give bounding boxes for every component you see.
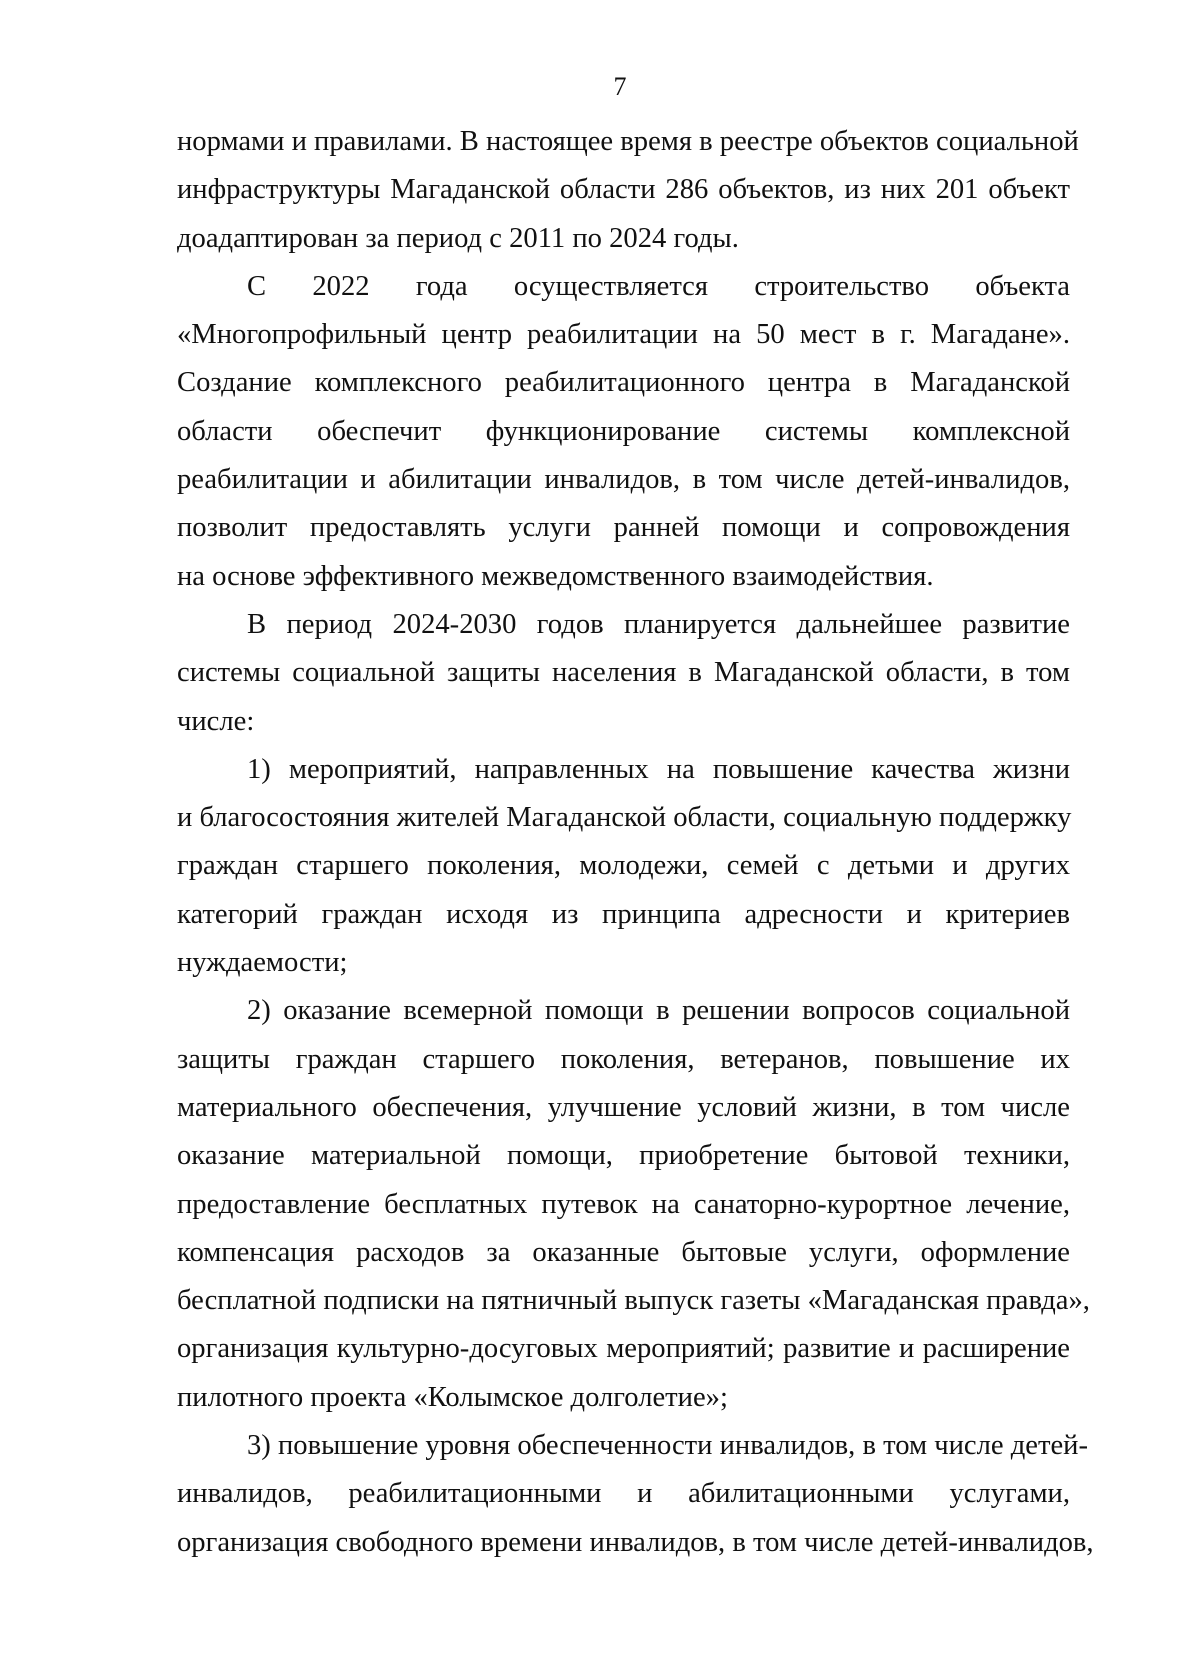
- text-line: бесплатной подписки на пятничный выпуск газеты «Магаданская правда»,: [177, 1285, 1090, 1317]
- paragraph-1: [177, 118, 1079, 263]
- text-line: доадаптирован за период с 2011 по 2024 годы.: [177, 222, 739, 254]
- text-line: 1) мероприятий, направленных на повышение качества жизни: [247, 753, 1070, 785]
- text-line: инвалидов, реабилитационными и абилитационными услугами,: [177, 1478, 1070, 1510]
- text-line: 3) повышение уровня обеспеченности инвалидов, в том числе детей-: [247, 1430, 1088, 1462]
- text-line: инфраструктуры Магаданской области 286 объектов, из них 201 объект: [177, 174, 1070, 206]
- paragraph-3: [177, 601, 1070, 746]
- text-line: системы социальной защиты населения в Магаданской области, в том: [177, 657, 1070, 689]
- text-line: числе:: [177, 705, 255, 737]
- text-line: пилотного проекта «Колымское долголетие»;: [177, 1381, 728, 1413]
- text-line: нуждаемости;: [177, 947, 348, 979]
- page-number: 7: [613, 72, 627, 101]
- paragraph-2: [177, 263, 1070, 601]
- document-body: [177, 118, 1094, 1567]
- list-item-3: [177, 1422, 1094, 1567]
- text-line: организация культурно-досуговых мероприятий; развитие и расширение: [177, 1333, 1070, 1365]
- text-line: позволит предоставлять услуги ранней помощи и сопровождения: [177, 512, 1070, 544]
- list-item-2: [177, 987, 1090, 1422]
- text-line: С 2022 года осуществляется строительство объекта: [247, 270, 1070, 302]
- text-line: граждан старшего поколения, молодежи, семей с детьми и других: [177, 850, 1070, 882]
- text-line: материального обеспечения, улучшение условий жизни, в том числе: [177, 1091, 1070, 1123]
- text-line: организация свободного времени инвалидов, в том числе детей-инвалидов,: [177, 1526, 1094, 1558]
- text-line: категорий граждан исходя из принципа адресности и критериев: [177, 898, 1070, 930]
- list-item-1: [177, 746, 1070, 987]
- text-line: и благосостояния жителей Магаданской области, социальную поддержку: [177, 802, 1072, 834]
- text-line: защиты граждан старшего поколения, ветеранов, повышение их: [177, 1043, 1070, 1075]
- text-line: Создание комплексного реабилитационного центра в Магаданской: [177, 367, 1070, 399]
- text-line: нормами и правилами. В настоящее время в реестре объектов социальной: [177, 126, 1079, 157]
- text-line: компенсация расходов за оказанные бытовые услуги, оформление: [177, 1236, 1070, 1268]
- text-line: 2) оказание всемерной помощи в решении вопросов социальной: [247, 995, 1070, 1027]
- text-line: «Многопрофильный центр реабилитации на 50 мест в г. Магадане».: [177, 319, 1070, 351]
- text-line: на основе эффективного межведомственного взаимодействия.: [177, 560, 934, 592]
- text-line: области обеспечит функционирование системы комплексной: [177, 415, 1070, 447]
- text-line: оказание материальной помощи, приобретение бытовой техники,: [177, 1140, 1070, 1172]
- text-line: предоставление бесплатных путевок на санаторно-курортное лечение,: [177, 1188, 1070, 1220]
- text-line: реабилитации и абилитации инвалидов, в том числе детей-инвалидов,: [177, 464, 1070, 496]
- text-line: В период 2024-2030 годов планируется дальнейшее развитие: [247, 608, 1070, 640]
